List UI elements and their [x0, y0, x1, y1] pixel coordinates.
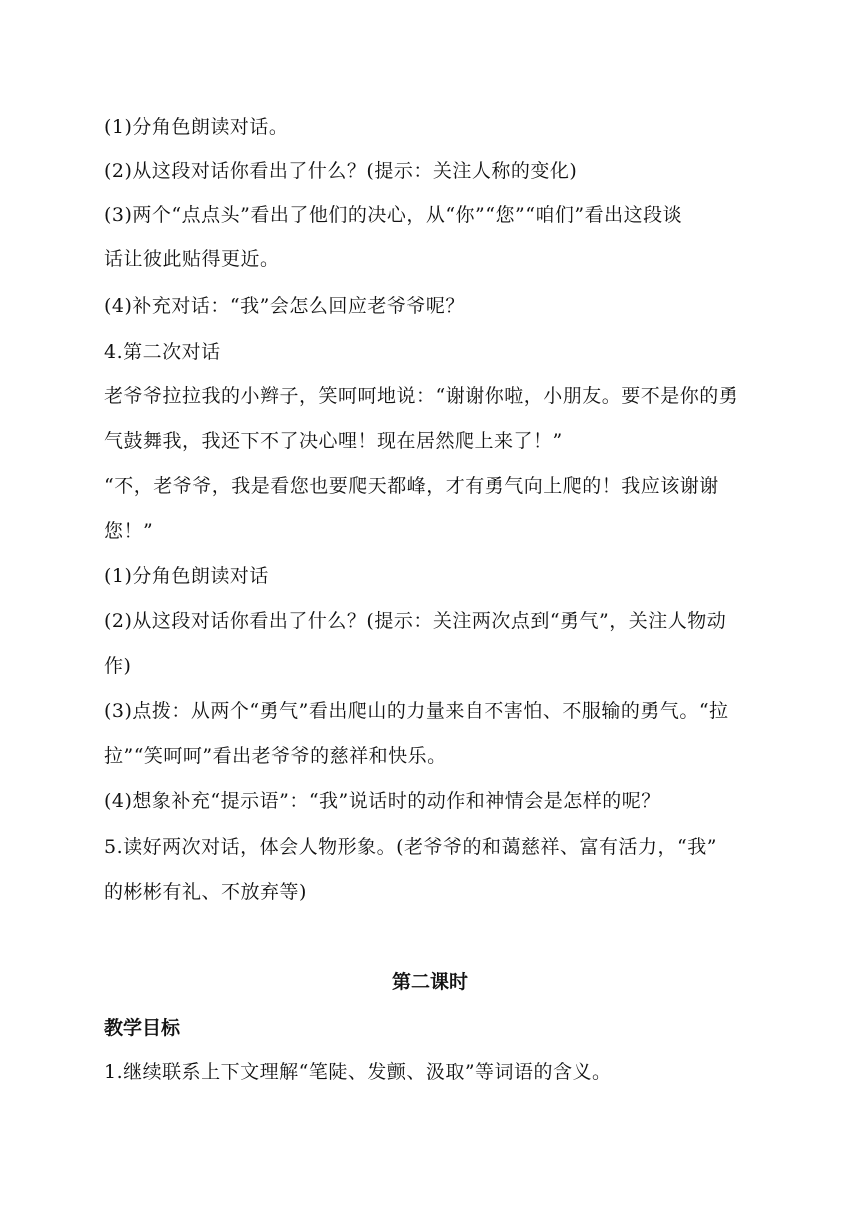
paragraph-line: 话让彼此贴得更近。: [104, 248, 280, 270]
paragraph-line: 您！”: [104, 520, 154, 542]
paragraph-line: (1)分角色朗读对话: [104, 565, 269, 587]
objective-item: 1.继续联系上下文理解“笔陡、发颤、汲取”等词语的含义。: [104, 1061, 612, 1083]
paragraph-line: 拉”“笑呵呵”看出老爷爷的慈祥和快乐。: [104, 745, 447, 767]
paragraph-line: 5.读好两次对话，体会人物形象。(老爷爷的和蔼慈祥、富有活力，“我”: [104, 836, 717, 858]
paragraph-line: 老爷爷拉拉我的小辫子，笑呵呵地说：“谢谢你啦，小朋友。要不是你的勇: [104, 385, 739, 407]
paragraph-line: (4)补充对话：“我”会怎么回应老爷爷呢？: [104, 295, 465, 317]
paragraph-line: 的彬彬有礼、不放弃等): [104, 881, 307, 903]
paragraph-line: (1)分角色朗读对话。: [104, 116, 289, 138]
paragraph-line: (2)从这段对话你看出了什么？(提示：关注人称的变化): [104, 160, 578, 182]
section-title: 第二课时: [391, 971, 468, 993]
objectives-heading: 教学目标: [104, 1017, 181, 1039]
paragraph-line: (2)从这段对话你看出了什么？(提示：关注两次点到“勇气”，关注人物动: [104, 610, 727, 632]
paragraph-line: 4.第二次对话: [104, 341, 221, 363]
paragraph-line: (3)两个“点点头”看出了他们的决心，从“你”“您”“咱们”看出这段谈: [104, 204, 683, 226]
paragraph-line: “不，老爷爷，我是看您也要爬天都峰，才有勇气向上爬的！我应该谢谢: [104, 475, 719, 497]
paragraph-line: 作): [104, 655, 132, 677]
paragraph-line: (4)想象补充“提示语”：“我”说话时的动作和神情会是怎样的呢？: [104, 790, 661, 812]
paragraph-line: 气鼓舞我，我还下不了决心哩！现在居然爬上来了！”: [104, 430, 563, 452]
paragraph-line: (3)点拨：从两个“勇气”看出爬山的力量来自不害怕、不服输的勇气。“拉: [104, 700, 729, 722]
